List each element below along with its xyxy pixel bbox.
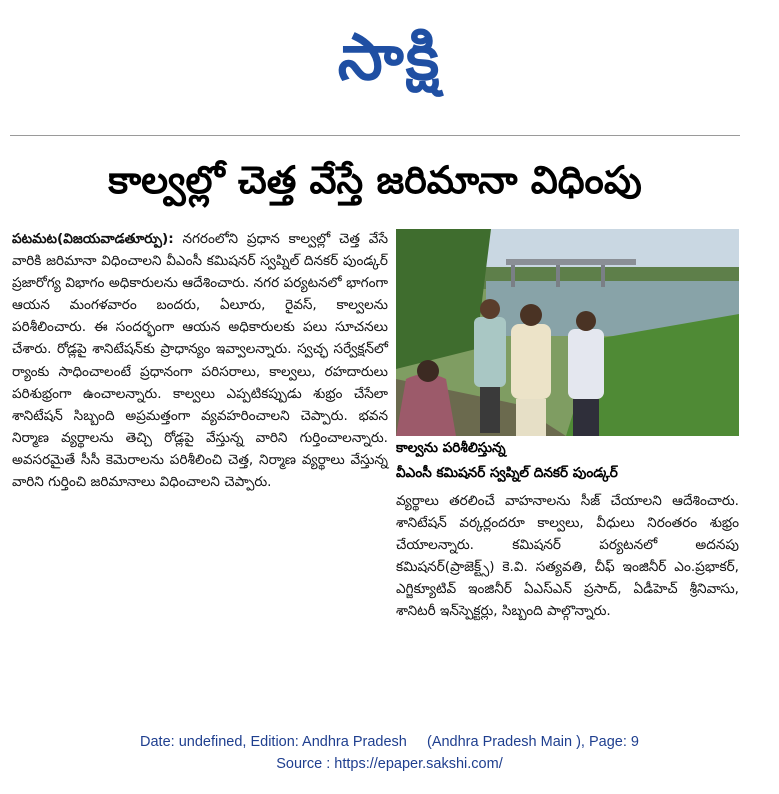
article-dateline: పటమట(విజయవాడతూర్పు):: [12, 231, 174, 247]
newspaper-logo: సాక్షి: [337, 21, 442, 95]
footer-source-link[interactable]: Source : https://epaper.sakshi.com/: [276, 756, 503, 772]
article-body-left: [12, 228, 388, 493]
article-photo: [396, 229, 739, 436]
footer-edition-info: Date: undefined, Edition: Andhra Pradesh (Andhra Pradesh Main ), Page: 9: [140, 734, 639, 750]
page-footer: [0, 731, 779, 775]
photo-caption: కాల్వను పరిశీలిస్తున్న వీఎంసీ కమిషనర్ స్వప్నిల్ దినకర్ పుండ్కర్: [396, 440, 618, 481]
article-body-left-text: నగరంలోని ప్రధాన కాల్వల్లో చెత్త వేసే వారికి జరిమానా విధించాలని వీఎంసీ కమిషనర్ స్వప్నిల్ దినకర్ పుండ్కర్ ప్రజారోగ్య విభాగం అధికారులను ఆదేశించారు. నగర పర్యటనలో భాగంగా ఆయన మంగళవారం బందరు, ఏలూరు, రైవస్, కాల్వలను పరిశీలించారు. ఈ సందర్భంగా ఆయన అధికారులకు పలు సూచనలు చేశారు. రోడ్లపై శానిటేషన్‌కు ప్రాధాన్యం ఇవ్వాలన్నారు. స్వచ్ఛ సర్వేక్షన్‌లో ర్యాంకు సాధించాలంటే ప్రధానంగా పరిసరాలు, కాల్వలు, రహదారులు పరిశుభ్రంగా ఉంచాలన్నారు. కాల్వలు ఎప్పటికప్పుడు శుభ్రం చేసేలా శానిటేషన్ సిబ్బంది అప్రమత్తంగా వ్యవహరించాలని చెప్పారు. భవన నిర్మాణ వ్యర్థాలను తెచ్చి రోడ్లపై వేస్తున్న వారిని గుర్తించాలన్నారు. అవసరమైతే సీసీ కెమెరాలను పరిశీలించి చెత్త, నిర్మాణ వ్యర్థాలు వేస్తున్న వారిని గుర్తించి జరిమానాలు విధించాలని చెప్పారు.: [12, 231, 388, 491]
header-divider: [10, 135, 740, 136]
article-body-right: వ్యర్థాలు తరలించే వాహనాలను సీజ్ చేయాలని ఆదేశించారు. శానిటేషన్ వర్కర్లందరూ కాల్వలు, వీధులు నిరంతరం శుభ్రం చేయాలన్నారు. కమిషనర్ పర్యటనలో అదనపు కమిషనర్(ప్రాజెక్ట్స్) కె.వి. సత్యవతి, చీఫ్ ఇంజినీర్ ఎం.ప్రభాకర్, ఎగ్జిక్యూటివ్ ఇంజినీర్ ఏఎస్ఎన్ ప్రసాద్, ఏడీహెచ్ శ్రీనివాసు, శానిటరీ ఇన్‌స్పెక్టర్లు, సిబ్బంది పాల్గొన్నారు.: [396, 493, 739, 620]
article-headline: కాల్వల్లో చెత్త వేస్తే జరిమానా విధింపు: [108, 158, 642, 202]
inspection-photo-illustration: [396, 229, 739, 436]
